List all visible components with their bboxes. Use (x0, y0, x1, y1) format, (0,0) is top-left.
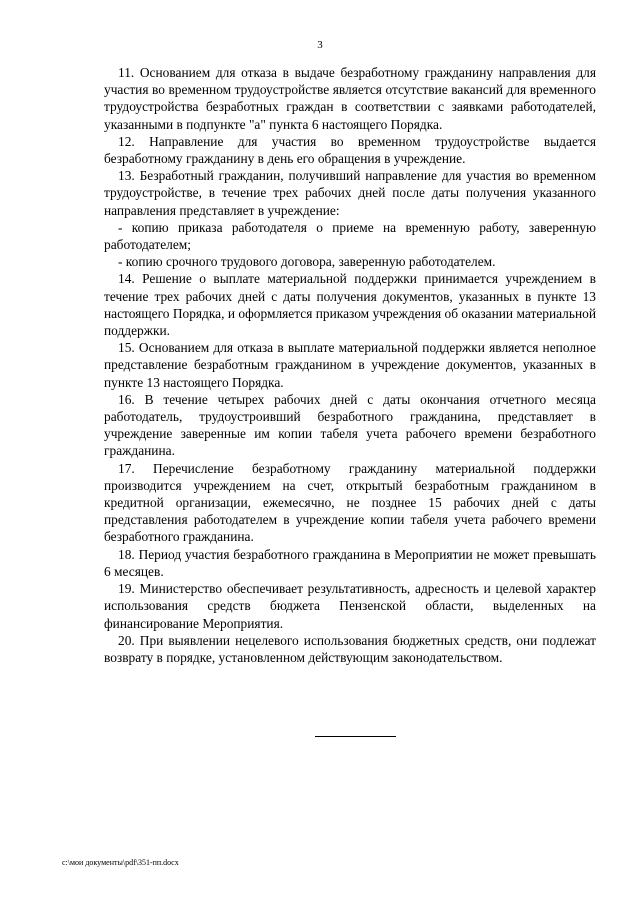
paragraph-11: 11. Основанием для отказа в выдаче безработному гражданину направления для участия во временном трудоустройстве является отсутствие вакансий для временного трудоустройства безработных граждан в соответствии с заявками работодателей, указанными в подпункте "а" пункта 6 настоящего Порядка. (104, 65, 596, 132)
paragraph-12: 12. Направление для участия во временном трудоустройстве выдается безработному гражданину в день его обращения в учреждение. (104, 133, 596, 167)
file-path-footer: c:\мои документы\pdf\351-пп.docx (62, 858, 179, 867)
paragraph-17: 17. Перечисление безработному гражданину материальной поддержки производится учреждением на счет, открытый безработным гражданином в кредитной организации, ежемесячно, не позднее 15 рабочих дней с даты представления работодателем в учреждение копии табеля учета рабочего времени безработного гражданина. (104, 460, 596, 545)
paragraph-13-item-contract-copy: - копию срочного трудового договора, заверенную работодателем. (118, 254, 496, 270)
page-number: 3 (317, 39, 323, 51)
paragraph-19: 19. Министерство обеспечивает результативность, адресность и целевой характер использования средств бюджета Пензенской области, выделенных на финансирование Мероприятия. (104, 581, 596, 631)
paragraph-13: 13. Безработный гражданин, получивший направление для участия во временном трудоустройстве, в течение трех рабочих дней после даты получения указанного направления представляет в учреждение: (104, 168, 596, 218)
paragraph-14: 14. Решение о выплате материальной поддержки принимается учреждением в течение трех рабочих дней с даты получения документов, указанных в пункте 13 настоящего Порядка, и оформляется приказом учреждения об оказании материальной поддержки. (104, 271, 596, 339)
paragraph-16: 16. В течение четырех рабочих дней с даты окончания отчетного месяца работодатель, трудоустроивший безработного гражданина, представляет в учреждение заверенные им копии табеля учета рабочего времени безработного гражданина. (104, 391, 596, 459)
paragraph-18: 18. Период участия безработного гражданина в Мероприятии не может превышать 6 месяцев. (104, 546, 596, 579)
paragraph-20: 20. При выявлении нецелевого использования бюджетных средств, они подлежат возврату в порядке, установленном действующим законодательством. (104, 632, 596, 665)
document-body (104, 64, 596, 666)
paragraph-13-item-order-copy: - копию приказа работодателя о приеме на временную работу, заверенную работодателем; (104, 219, 596, 253)
paragraph-15: 15. Основанием для отказа в выплате материальной поддержки является неполное представление безработным гражданином в учреждение документов, указанных в пункте 13 настоящего Порядка. (104, 340, 596, 390)
end-separator-line (315, 736, 396, 737)
